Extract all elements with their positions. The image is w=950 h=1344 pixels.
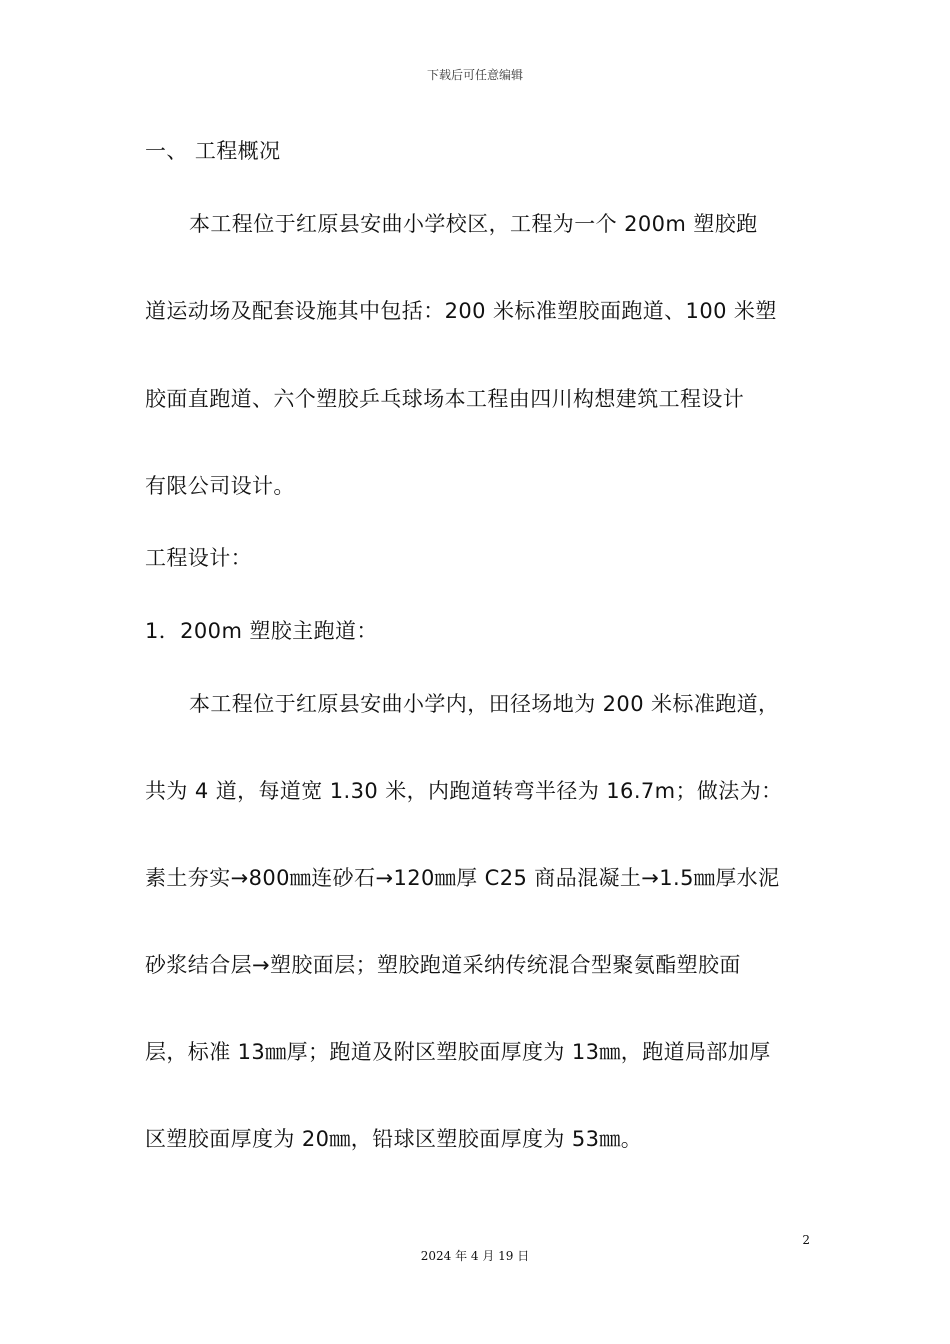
paragraph-line: 胶面直跑道、六个塑胶乒乓球场本工程由四川构想建筑工程设计: [145, 387, 745, 411]
footer-date: 2024 年 4 月 19 日: [420, 1249, 530, 1263]
item-title: 1．200m 塑胶主跑道：: [145, 619, 378, 643]
paragraph-line: 本工程位于红原县安曲小学内，田径场地为 200 米标准跑道，: [189, 692, 780, 716]
paragraph-line: 区塑胶面厚度为 20㎜，铅球区塑胶面厚度为 53㎜。: [145, 1127, 643, 1151]
paragraph-line: 砂浆结合层→塑胶面层；塑胶跑道采纳传统混合型聚氨酯塑胶面: [145, 953, 741, 977]
paragraph-line: 层，标准 13㎜厚；跑道及附区塑胶面厚度为 13㎜，跑道局部加厚: [145, 1040, 771, 1064]
paragraph-line: 有限公司设计。: [145, 474, 295, 498]
page-header: 下载后可任意编辑: [426, 68, 523, 82]
page-number: 2: [802, 1233, 810, 1247]
paragraph-line: 共为 4 道，每道宽 1.30 米，内跑道转弯半径为 16.7m；做法为：: [145, 779, 783, 803]
paragraph-line: 本工程位于红原县安曲小学校区，工程为一个 200m 塑胶跑: [189, 212, 758, 236]
paragraph-line: 道运动场及配套设施其中包括：200 米标准塑胶面跑道、100 米塑: [145, 299, 777, 323]
design-label: 工程设计：: [145, 546, 252, 570]
section-title: 一、 工程概况: [145, 139, 281, 163]
paragraph-line: 素土夯实→800㎜连砂石→120㎜厚 C25 商品混凝土→1.5㎜厚水泥: [145, 866, 780, 890]
